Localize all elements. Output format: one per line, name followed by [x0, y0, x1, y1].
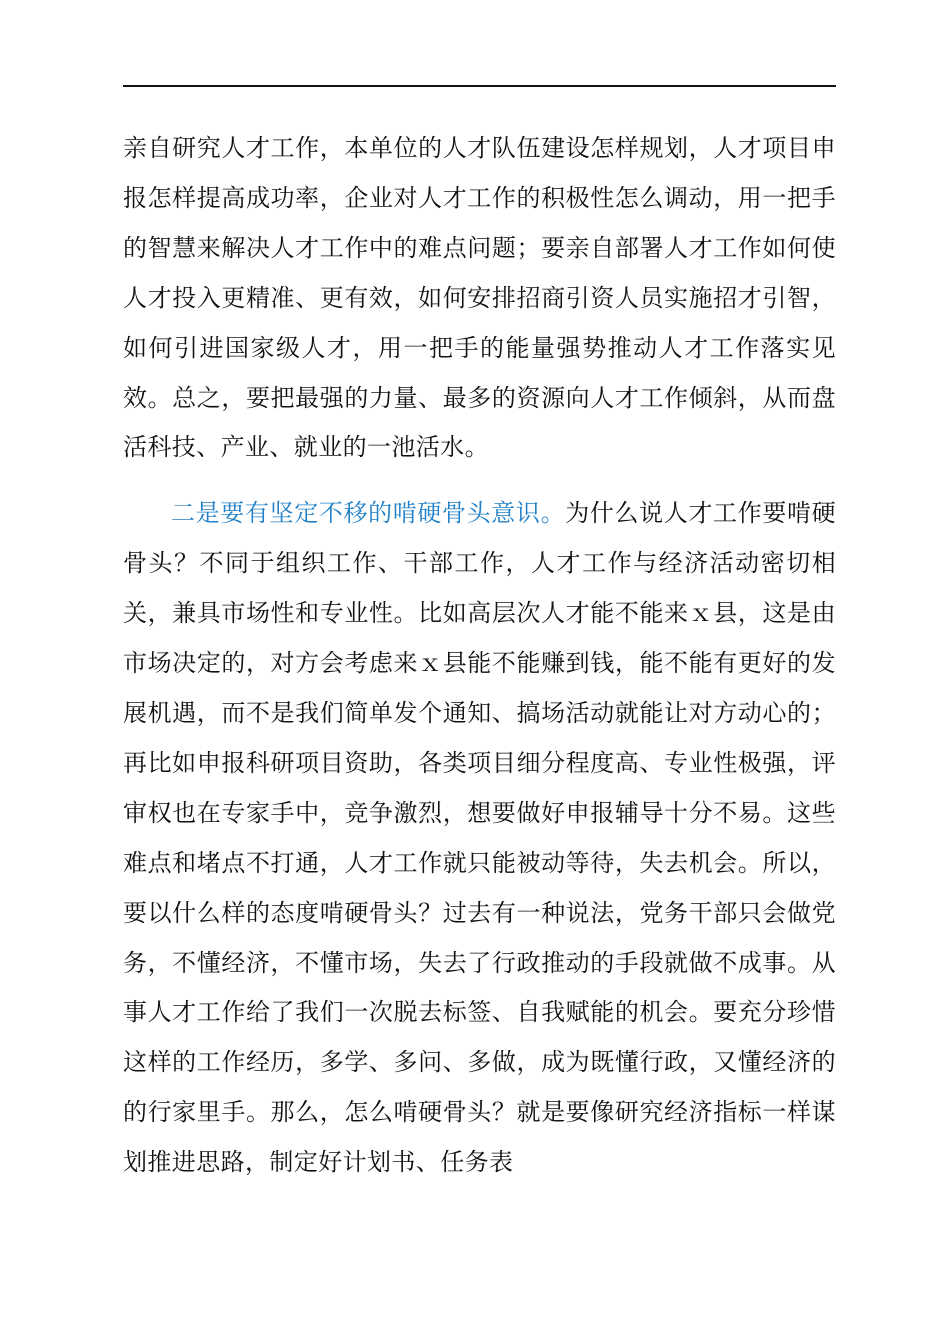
paragraph-2 — [123, 489, 836, 1188]
header-rule — [123, 85, 836, 87]
document-body — [123, 124, 836, 1188]
paragraph-2-text: 为什么说人才工作要啃硬骨头？不同于组织工作、干部工作，人才工作与经济活动密切相关，兼具市场性和专业性。比如高层次人才能不能来ｘ县，这是由市场决定的，对方会考虑来ｘ县能不能赚到钱，能不能有更好的发展机遇，而不是我们简单发个通知、搞场活动就能让对方动心的；再比如申报科研项目资助，各类项目细分程度高、专业性极强，评审权也在专家手中，竞争激烈，想要做好申报辅导十分不易。这些难点和堵点不打通，人才工作就只能被动等待，失去机会。所以，要以什么样的态度啃硬骨头？过去有一种说法，党务干部只会做党务，不懂经济，不懂市场，失去了行政推动的手段就做不成事。从事人才工作给了我们一次脱去标签、自我赋能的机会。要充分珍惜这样的工作经历，多学、多问、多做，成为既懂行政，又懂经济的的行家里手。那么，怎么啃硬骨头？就是要像研究经济指标一样谋划推进思路，制定好计划书、任务表 — [123, 499, 836, 1177]
paragraph-2-heading: 二是要有坚定不移的啃硬骨头意识。 — [171, 499, 566, 528]
paragraph-1-text: 亲自研究人才工作，本单位的人才队伍建设怎样规划，人才项目申报怎样提高成功率，企业对人才工作的积极性怎么调动，用一把手的智慧来解决人才工作中的难点问题；要亲自部署人才工作如何使人才投入更精准、更有效，如何安排招商引资人员实施招才引智，如何引进国家级人才，用一把手的能量强势推动人才工作落实见效。总之，要把最强的力量、最多的资源向人才工作倾斜，从而盘活科技、产业、就业的一池活水。 — [123, 134, 836, 462]
paragraph-1 — [123, 124, 836, 473]
